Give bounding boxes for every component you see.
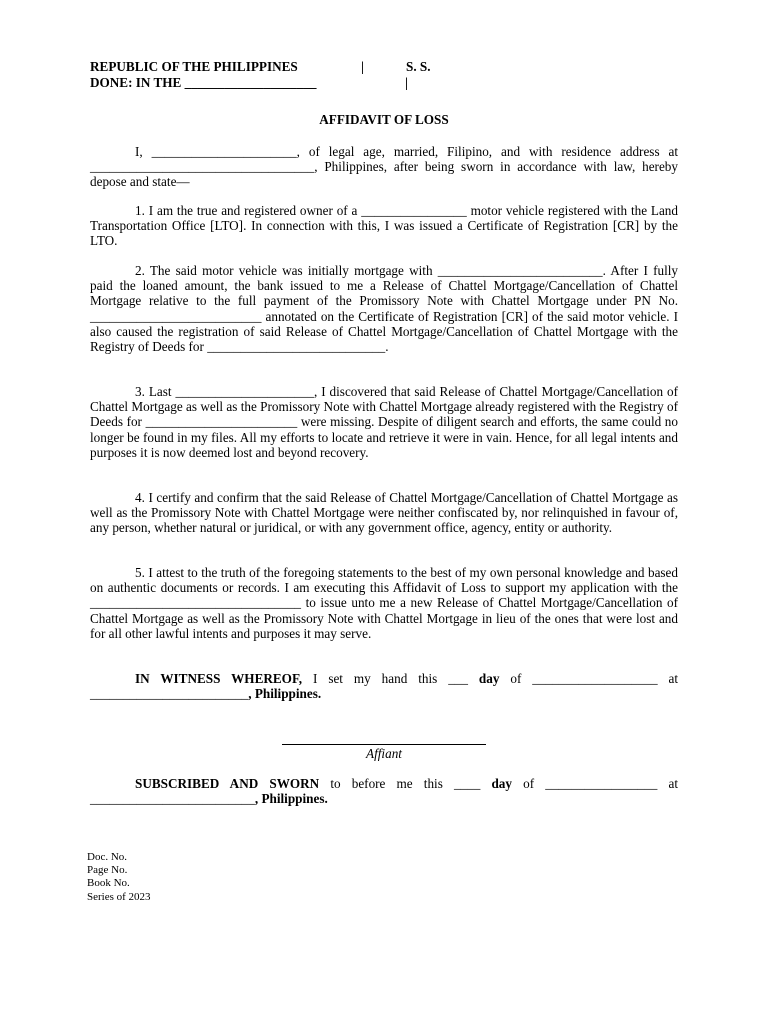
affiant-label: Affiant (366, 746, 402, 761)
book-no: Book No. (87, 877, 130, 890)
venue-done-in: DONE: IN THE ____________________ (90, 74, 317, 90)
jurat-lead: SUBSCRIBED AND SWORN (135, 776, 320, 791)
notarial-register (87, 851, 151, 904)
witness-clause (90, 671, 678, 701)
jurat-text-2: of _________________ at _________________________ (90, 776, 678, 807)
paragraph-1: 1. I am the true and registered owner of a ________________ motor vehicle registered with the Land Transportation Office [LTO]. In connection with this, I was issued a Certificate of Registration [CR] by the LTO. (90, 203, 678, 249)
paragraph-4: 4. I certify and confirm that the said Release of Chattel Mortgage/Cancellation of Chattel Mortgage as well as the Promissory Note with Chattel Mortgage were neither confiscated by, nor relinquished in favour of, any person, whether natural or juridical, or with any government office, agency, entity or authority. (90, 490, 678, 536)
witness-lead: IN WITNESS WHEREOF, (135, 671, 303, 686)
venue-country: REPUBLIC OF THE PHILIPPINES (90, 59, 298, 74)
affiant-signature-line (282, 744, 486, 745)
doc-no: Doc. No. (87, 851, 128, 863)
paragraph-3: 3. Last _____________________, I discovered that said Release of Chattel Mortgage/Cancellation of Chattel Mortgage as well as the Promissory Note with Chattel Mortgage already registered with the Registry of Deeds for _______________________ were missing. Despite of diligent search and efforts, the same could no longer be found in my files. All my efforts to locate and retrieve it were in vain. Hence, for all legal intents and purposes it is now deemed lost and beyond recovery. (90, 384, 678, 460)
venue-separator: | (361, 59, 364, 74)
jurat-text-1: to before me this ____ (319, 776, 492, 791)
venue-separator-2: | (405, 74, 408, 90)
paragraph-5: 5. I attest to the truth of the foregoing statements to the best of my own personal knowledge and based on authentic documents or records. I am executing this Affidavit of Loss to support my application with the ________________________________ to issue unto me a new Release of Chattel Mortgage/Cancellation of Chattel Mortgage as well as the Promissory Note with Chattel Mortgage in lieu of the ones that were lost and for all other lawful intents and purposes it may serve. (90, 565, 678, 641)
paragraph-2: 2. The said motor vehicle was initially mortgage with _________________________. After I fully paid the loaned amount, the bank issued to me a Release of Chattel Mortgage/Cancellation of Chattel Mortgage relative to the full payment of the Promissory Note with Chattel Mortgage under PN No. __________________________ annotated on the Certificate of Registration [CR] of the said motor vehicle. I also caused the registration of said Release of Chattel Mortgage/Cancellation of Chattel Mortgage with the Registry of Deeds for ___________________________. (90, 263, 678, 355)
witness-text-1: I set my hand this ___ (302, 671, 479, 686)
witness-day: day (478, 671, 500, 686)
page-no: Page No. (87, 864, 128, 877)
witness-text-2: of ___________________ at ________________________ (90, 671, 678, 702)
series: Series of 2023 (87, 890, 151, 903)
venue-header (90, 59, 490, 90)
jurat-clause (90, 776, 678, 806)
intro-paragraph: I, ______________________, of legal age, married, Filipino, and with residence address at __________________________________, Philippines, after being sworn in accordance with law, hereby depose and state— (90, 144, 678, 190)
venue-ss: S. S. (406, 59, 431, 74)
document-title: AFFIDAVIT OF LOSS (319, 112, 449, 127)
jurat-day: day (491, 776, 512, 791)
jurat-end: , Philippines. (254, 791, 328, 807)
witness-end: , Philippines. (248, 686, 322, 702)
